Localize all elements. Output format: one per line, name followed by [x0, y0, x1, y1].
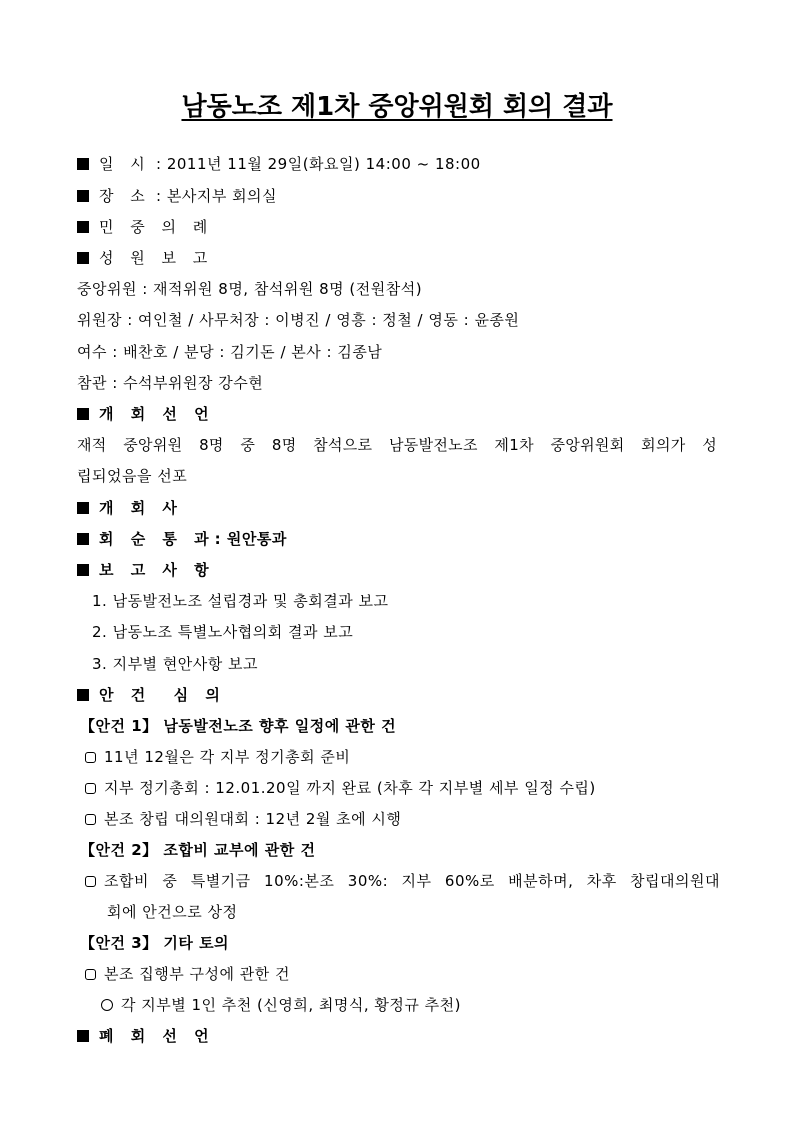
square-bullet-icon — [77, 1030, 89, 1042]
agenda-point: 조합비 중 특별기금 10%:본조 30%: 지부 60%로 배분하며, 차후 창립대의원대 — [85, 871, 720, 891]
members-report-line: 위원장 : 여인철 / 사무처장 : 이병진 / 영흥 : 정철 / 영동 : 윤종원 — [77, 311, 520, 329]
agenda-point-continuation: 회에 안건으로 상정 — [107, 903, 238, 921]
opening-text: 재적 중앙위원 8명 중 8명 참석으로 남동발전노조 제1차 중앙위원회 회의가 성 — [77, 436, 717, 454]
members-report-line: 중앙위원 : 재적위원 8명, 참석위원 8명 (전원참석) — [77, 280, 423, 298]
reports-heading: 보 고 사 항 — [77, 560, 215, 580]
document-title: 남동노조 제1차 중앙위원회 회의 결과 — [181, 92, 613, 122]
members-report-line: 여수 : 배찬호 / 분당 : 김기돈 / 본사 : 김종남 — [77, 343, 383, 361]
square-bullet-icon — [77, 252, 89, 264]
checkbox-bullet-icon — [85, 876, 96, 887]
checkbox-bullet-icon — [85, 969, 96, 980]
opening-text: 립되었음을 선포 — [77, 467, 188, 485]
square-bullet-icon — [77, 190, 89, 202]
square-bullet-icon — [77, 564, 89, 576]
agenda-item-heading: 【안건 1】 남동발전노조 향후 일정에 관한 건 — [80, 717, 397, 735]
report-item: 2. 남동노조 특별노사협의회 결과 보고 — [92, 623, 354, 641]
place-line: 장 소 : 본사지부 회의실 — [77, 186, 277, 206]
closing-heading: 폐 회 선 언 — [77, 1026, 215, 1046]
square-bullet-icon — [77, 158, 89, 170]
checkbox-bullet-icon — [85, 752, 96, 763]
circle-bullet-icon — [101, 999, 113, 1011]
agenda-heading: 안 건 심 의 — [77, 685, 226, 705]
agenda-point: 본조 집행부 구성에 관한 건 — [85, 964, 290, 984]
circulation-heading: 회 순 통 과: 원안통과 — [77, 529, 287, 549]
checkbox-bullet-icon — [85, 783, 96, 794]
square-bullet-icon — [77, 689, 89, 701]
members-report-heading: 성 원 보 고 — [77, 248, 213, 268]
square-bullet-icon — [77, 502, 89, 514]
square-bullet-icon — [77, 533, 89, 545]
agenda-subpoint: 각 지부별 1인 추천 (신영희, 최명식, 황정규 추천) — [101, 995, 461, 1015]
opening-heading: 개 회 선 언 — [77, 404, 215, 424]
agenda-point: 지부 정기총회 : 12.01.20일 까지 완료 (차후 각 지부별 세부 일정 수립) — [85, 778, 596, 798]
square-bullet-icon — [77, 408, 89, 420]
agenda-point: 11년 12월은 각 지부 정기총회 준비 — [85, 747, 350, 767]
report-item: 1. 남동발전노조 설립경과 및 총회결과 보고 — [92, 592, 389, 610]
date-line: 일 시 : 2011년 11월 29일(화요일) 14:00 ~ 18:00 — [77, 154, 481, 174]
checkbox-bullet-icon — [85, 814, 96, 825]
members-report-line: 참관 : 수석부위원장 강수현 — [77, 374, 264, 392]
opening-speech-heading: 개 회 사 — [77, 498, 183, 518]
ritual-heading: 민 중 의 례 — [77, 217, 213, 237]
report-item: 3. 지부별 현안사항 보고 — [92, 655, 259, 673]
agenda-item-heading: 【안건 3】 기타 토의 — [80, 934, 230, 952]
square-bullet-icon — [77, 221, 89, 233]
agenda-item-heading: 【안건 2】 조합비 교부에 관한 건 — [80, 841, 316, 859]
agenda-point: 본조 창립 대의원대회 : 12년 2월 초에 시행 — [85, 809, 401, 829]
